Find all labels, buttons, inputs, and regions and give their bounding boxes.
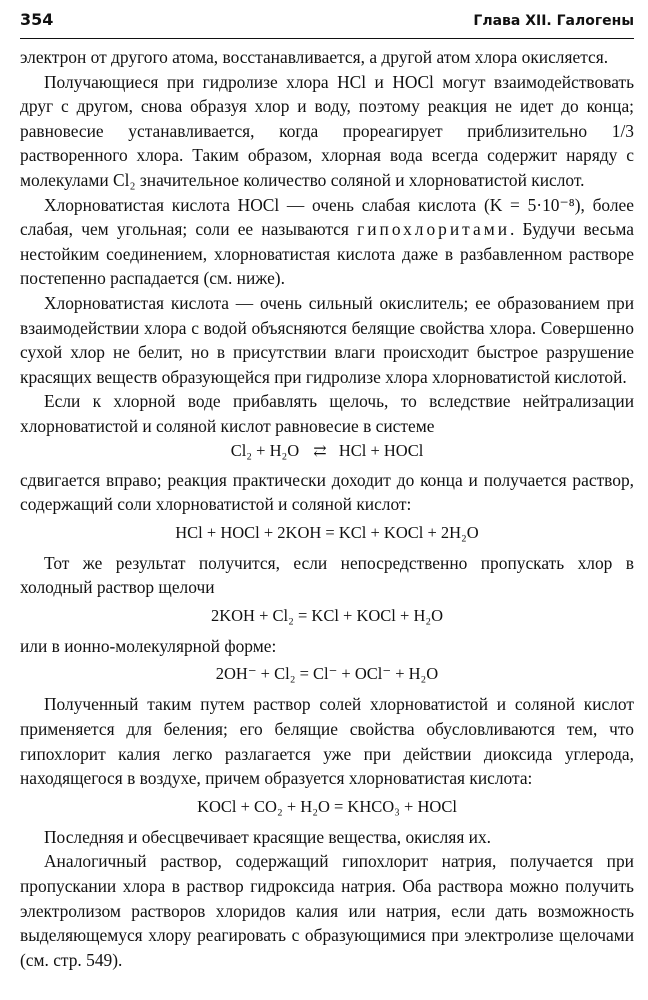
equation-3: 2KOH + Cl₂ = KCl + KOCl + H₂O xyxy=(210,605,444,625)
equation-1-left: Cl₂ + H₂O xyxy=(230,440,300,460)
equation-2: HCl + HOCl + 2KOH = KCl + KOCl + 2H₂O xyxy=(175,522,479,542)
page-header xyxy=(20,10,634,38)
equation-5: KOCl + CO₂ + H₂O = KHCO₃ + HOCl xyxy=(197,796,457,816)
paragraph-6: сдвигается вправо; реакция практически доходит до конца и получается раствор, содержащий соли хлорноватистой и соляной кислот: xyxy=(20,469,634,515)
paragraph-8: или в ионно-молекулярной форме: xyxy=(20,635,277,656)
running-head: Глава XII. Галогены xyxy=(473,13,634,29)
paragraph-4: Хлорноватистая кислота — очень сильный окислитель; ее образованием при взаимодействии хлора с водой объясняются белящие свойства хлора. Совершенно сухой хлор не белит, но в присутствии влаги происходит быстрое разрушение красящих веществ образующейся при гидролизе хлора хлорноватистой кислотой. xyxy=(20,292,634,387)
paragraph-2: Получающиеся при гидролизе хлора HCl и HOCl могут взаимодействовать друг с другом, снова образуя хлор и воду, поэтому реакция не идет до конца; равновесие устанавливается, когда прореагирует приблизительно 1/3 растворенного хлора. Таким образом, хлорная вода всегда содержит наряду с молекулами Cl₂ значительное количество соляной и хлорноватистой кислот. xyxy=(20,71,634,190)
equation-4: 2OH⁻ + Cl₂ = Cl⁻ + OCl⁻ + H₂O xyxy=(215,664,439,684)
equation-equilibrium xyxy=(20,439,634,464)
paragraph-1: электрон от другого атома, восстанавливается, а другой атом хлора окисляется. xyxy=(20,47,609,67)
term-hypochlorites: гипохлоритами xyxy=(357,219,511,240)
paragraph-9: Полученный таким путем раствор солей хлорноватистой и соляной кислот применяется для беления; его белящие свойства обусловливаются тем, что гипохлорит калия легко разлагается уже при действии диоксида углерода, находящегося в воздухе, причем образуется хлорноватистая кислота: xyxy=(20,694,634,789)
header-rule xyxy=(20,38,634,39)
paragraph-11: Аналогичный раствор, содержащий гипохлорит натрия, получается при пропускании хлора в раствор гидроксида натрия. Оба раствора можно получить электролизом растворов хлоридов калия или натрия, если дать возможность выделяющемуся хлору реагировать с образующимися при электролизе щелочами (см. стр. 549). xyxy=(20,851,634,970)
paragraph-10: Последняя и обесцвечивает красящие вещества, окисляя их. xyxy=(44,826,492,847)
equation-1-right: HCl + HOCl xyxy=(338,440,424,460)
equilibrium-arrow-icon: ⇄ xyxy=(313,442,325,460)
paragraph-3 xyxy=(20,193,634,291)
paragraph-5: Если к хлорной воде прибавлять щелочь, то вследствие нейтрализации хлорноватистой и соляной кислот равновесие в системе xyxy=(20,391,634,436)
paragraph-3-part-a: Хлорноватистая кислота HOCl — очень слабая кислота (K = 5·10⁻⁸), более слабая, чем угольная; соли ее называются xyxy=(20,194,634,240)
paragraph-7: Тот же результат получится, если непосредственно пропускать хлор в холодный раствор щелочи xyxy=(20,552,634,598)
paragraph-3-part-b: . Будучи весьма нестойким соединением, хлорноватистая кислота даже в разбавленном растворе постепенно распадается (см. ниже). xyxy=(20,219,635,289)
page-number: 354 xyxy=(20,10,54,29)
